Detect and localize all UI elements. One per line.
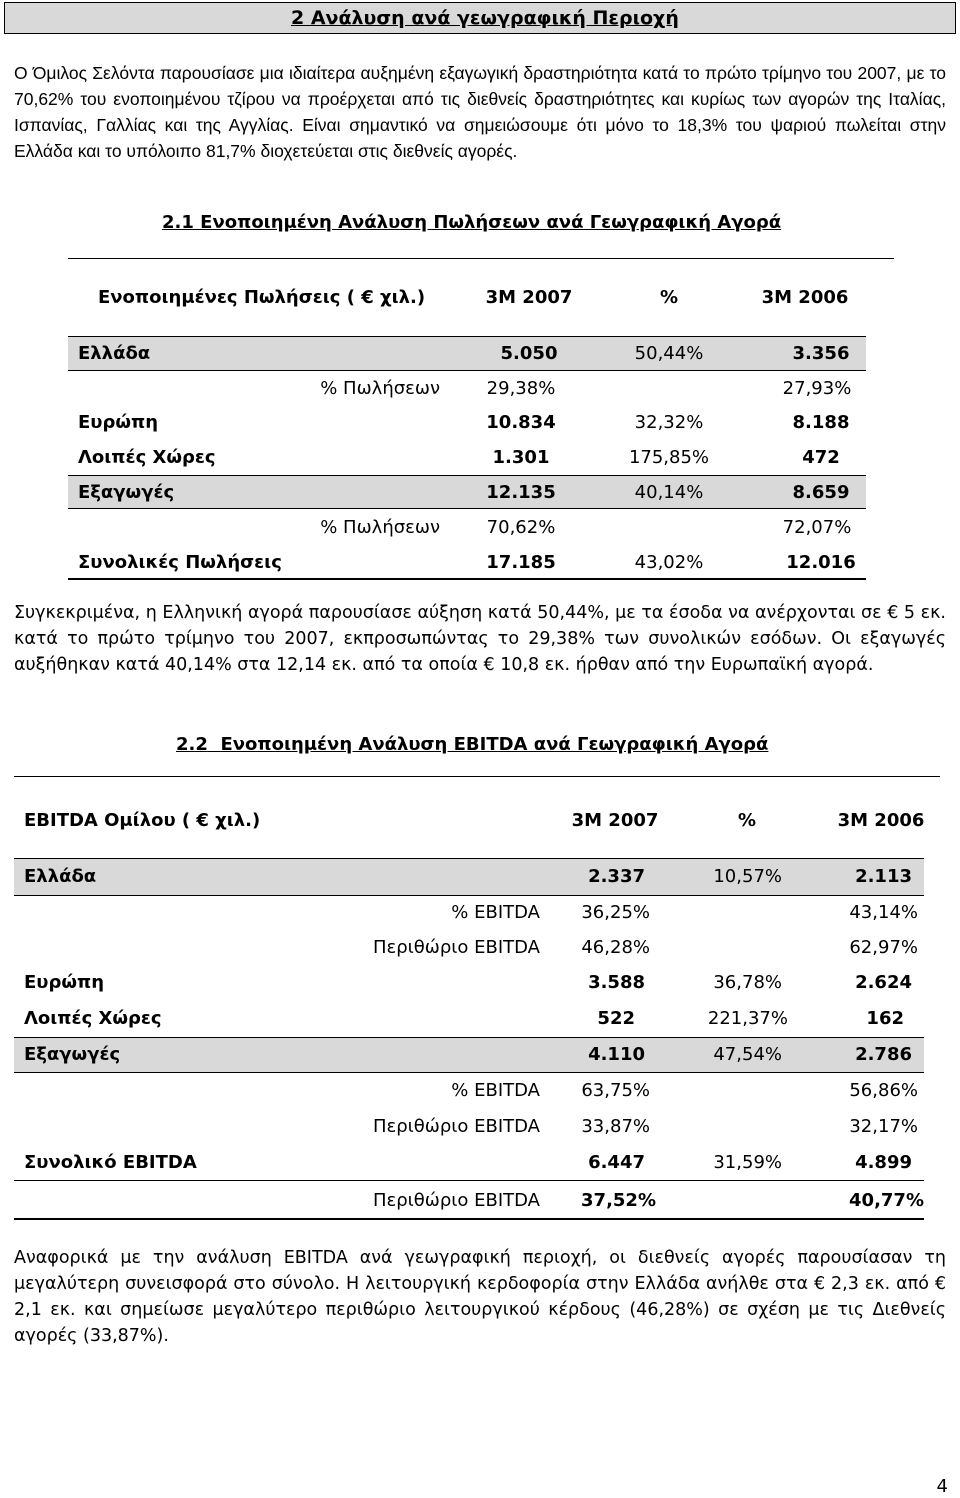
ebitda-row-current: 3.588 bbox=[588, 972, 645, 993]
ebitda-row-pct: 221,37% bbox=[707, 1008, 788, 1029]
ebitda-row-current: 36,25% bbox=[581, 902, 650, 923]
sales-row-current: 10.834 bbox=[486, 412, 556, 433]
ebitda-row-previous: 2.786 bbox=[855, 1044, 912, 1065]
sales-header-previous: 3Μ 2006 bbox=[761, 287, 849, 308]
section-header bbox=[4, 2, 956, 34]
ebitda-row-current: 46,28% bbox=[581, 937, 650, 958]
sales-row-label: Λοιπές Χώρες bbox=[78, 447, 216, 468]
ebitda-row-rule bbox=[14, 1072, 924, 1073]
ebitda-row-label: Περιθώριο EBITDA bbox=[372, 1116, 540, 1137]
ebitda-row-current: 2.337 bbox=[588, 866, 645, 887]
sales-row-previous: 12.016 bbox=[786, 552, 856, 573]
ebitda-row-rule bbox=[14, 1180, 924, 1181]
sales-row-pct: 43,02% bbox=[634, 552, 704, 573]
sales-row-label: % Πωλήσεων bbox=[320, 517, 440, 538]
sales-row-label: Εξαγωγές bbox=[78, 482, 175, 503]
sales-row-label: Συνολικές Πωλήσεις bbox=[78, 552, 282, 573]
ebitda-row-label: Ελλάδα bbox=[24, 866, 97, 887]
ebitda-row-label: Περιθώριο EBITDA bbox=[372, 1190, 540, 1211]
ebitda-row-label: Εξαγωγές bbox=[24, 1044, 121, 1065]
ebitda-row-label: Ευρώπη bbox=[24, 972, 105, 993]
ebitda-row-previous: 40,77% bbox=[849, 1190, 924, 1211]
ebitda-row-previous: 2.624 bbox=[855, 972, 912, 993]
ebitda-row-current: 63,75% bbox=[581, 1080, 650, 1101]
section-title: 2 Ανάλυση ανά γεωγραφική Περιοχή bbox=[291, 7, 679, 29]
sales-row-rule bbox=[68, 475, 866, 476]
ebitda-row-rule bbox=[14, 895, 924, 896]
ebitda-row-current: 4.110 bbox=[588, 1044, 645, 1065]
ebitda-top-rule bbox=[14, 776, 940, 777]
ebitda-row-previous: 56,86% bbox=[849, 1080, 918, 1101]
ebitda-title-prefix: 2.2 bbox=[176, 734, 208, 755]
ebitda-row-previous: 162 bbox=[866, 1008, 904, 1029]
ebitda-row-label: Λοιπές Χώρες bbox=[24, 1008, 162, 1029]
ebitda-row-previous: 43,14% bbox=[849, 902, 918, 923]
sales-row-label: Ελλάδα bbox=[78, 343, 151, 364]
sales-commentary: Συγκεκριμένα, η Ελληνική αγορά παρουσίασε αύξηση κατά 50,44%, με τα έσοδα να ανέρχονται σε € 5 εκ. κατά το πρώτο τρίμηνο του 2007, εκπροσωπώντας το 29,38% των συνολικών εσόδων. Οι εξαγωγές αυξήθηκαν κατά 40,14% στα 12,14 εκ. από τα οποία € 10,8 εκ. ήρθαν από την Ευρωπαϊκή αγορά. bbox=[14, 603, 946, 675]
ebitda-row-rule bbox=[14, 1037, 924, 1038]
intro-paragraph: Ο Όμιλος Σελόντα παρουσίασε μια ιδιαίτερα αυξημένη εξαγωγική δραστηριότητα κατά το πρώτο τρίμηνο του 2007, με το 70,62% του ενοποιημένου τζίρου να προέρχεται από τις διεθνείς δραστηριότητες και κυρίως των αγορών της Ιταλίας, Ισπανίας, Γαλλίας και της Αγγλίας. Είναι σημαντικό να σημειώσουμε ότι μόνο το 18,3% του ψαριού πωλείται στην Ελλάδα και το υπόλοιπο 81,7% διοχετεύεται στις διεθνείς αγορές. bbox=[14, 63, 946, 161]
ebitda-row-previous: 62,97% bbox=[849, 937, 918, 958]
sales-row-previous: 472 bbox=[802, 447, 840, 468]
ebitda-row-label: Συνολικό EBITDA bbox=[24, 1152, 197, 1173]
sales-row-pct: 40,14% bbox=[634, 482, 704, 503]
ebitda-row-pct: 36,78% bbox=[713, 972, 782, 993]
ebitda-header-previous: 3Μ 2006 bbox=[837, 810, 925, 831]
ebitda-header-label: EBITDA Ομίλου ( € χιλ.) bbox=[24, 810, 261, 831]
ebitda-row-current: 37,52% bbox=[581, 1190, 656, 1211]
ebitda-row-previous: 32,17% bbox=[849, 1116, 918, 1137]
sales-row-previous: 8.659 bbox=[792, 482, 850, 503]
ebitda-row-label: Περιθώριο EBITDA bbox=[372, 937, 540, 958]
ebitda-section-title bbox=[176, 734, 768, 755]
sales-header-current: 3Μ 2007 bbox=[485, 287, 573, 308]
ebitda-row-pct: 31,59% bbox=[713, 1152, 782, 1173]
sales-row-label: % Πωλήσεων bbox=[320, 378, 440, 399]
ebitda-row-pct: 10,57% bbox=[713, 866, 782, 887]
sales-top-rule bbox=[68, 258, 894, 259]
sales-section-title: 2.1 Ενοποιημένη Ανάλυση Πωλήσεων ανά Γεωγραφική Αγορά bbox=[162, 212, 782, 233]
ebitda-commentary: Αναφορικά με την ανάλυση EBITDA ανά γεωγραφική περιοχή, οι διεθνείς αγορές παρουσίασαν τη μεγαλύτερη συνεισφορά στο σύνολο. Η λειτουργική κερδοφορία στην Ελλάδα ανήλθε στα € 2,3 εκ. από € 2,1 εκ. και σημείωσε μεγαλύτερο περιθώριο λειτουργικού κέρδους (46,28%) σε σχέση με τις Διεθνείς αγορές (33,87%). bbox=[14, 1248, 946, 1346]
ebitda-row-previous: 2.113 bbox=[855, 866, 912, 887]
sales-row-current: 1.301 bbox=[492, 447, 550, 468]
ebitda-row-label: % EBITDA bbox=[451, 902, 540, 923]
sales-row-current: 70,62% bbox=[486, 517, 556, 538]
ebitda-row-current: 6.447 bbox=[588, 1152, 645, 1173]
sales-row-current: 12.135 bbox=[486, 482, 556, 503]
sales-row-previous: 8.188 bbox=[792, 412, 850, 433]
page-number: 4 bbox=[936, 1476, 948, 1497]
sales-row-rule bbox=[68, 370, 866, 371]
sales-row-pct: 32,32% bbox=[634, 412, 704, 433]
ebitda-header-pct: % bbox=[737, 810, 757, 831]
ebitda-row-previous: 4.899 bbox=[855, 1152, 912, 1173]
sales-row-current: 29,38% bbox=[486, 378, 556, 399]
sales-bottom-rule bbox=[68, 578, 866, 580]
ebitda-row-current: 522 bbox=[597, 1008, 635, 1029]
sales-header-pct: % bbox=[659, 287, 679, 308]
ebitda-header-current: 3Μ 2007 bbox=[571, 810, 659, 831]
sales-header-label: Ενοποιημένες Πωλήσεις ( € χιλ.) bbox=[98, 287, 426, 308]
sales-row-current: 5.050 bbox=[500, 343, 558, 364]
ebitda-bottom-rule bbox=[14, 1218, 924, 1220]
sales-row-rule bbox=[68, 508, 866, 509]
sales-row-label: Ευρώπη bbox=[78, 412, 159, 433]
sales-row-previous: 27,93% bbox=[782, 378, 852, 399]
sales-row-current: 17.185 bbox=[486, 552, 556, 573]
sales-row-previous: 72,07% bbox=[782, 517, 852, 538]
sales-row-previous: 3.356 bbox=[792, 343, 850, 364]
ebitda-row-label: % EBITDA bbox=[451, 1080, 540, 1101]
sales-row-pct: 175,85% bbox=[628, 447, 710, 468]
ebitda-row-current: 33,87% bbox=[581, 1116, 650, 1137]
ebitda-row-pct: 47,54% bbox=[713, 1044, 782, 1065]
ebitda-title-text: Ενοποιημένη Ανάλυση EBITDA ανά Γεωγραφική Αγορά bbox=[220, 734, 769, 755]
sales-row-pct: 50,44% bbox=[634, 343, 704, 364]
